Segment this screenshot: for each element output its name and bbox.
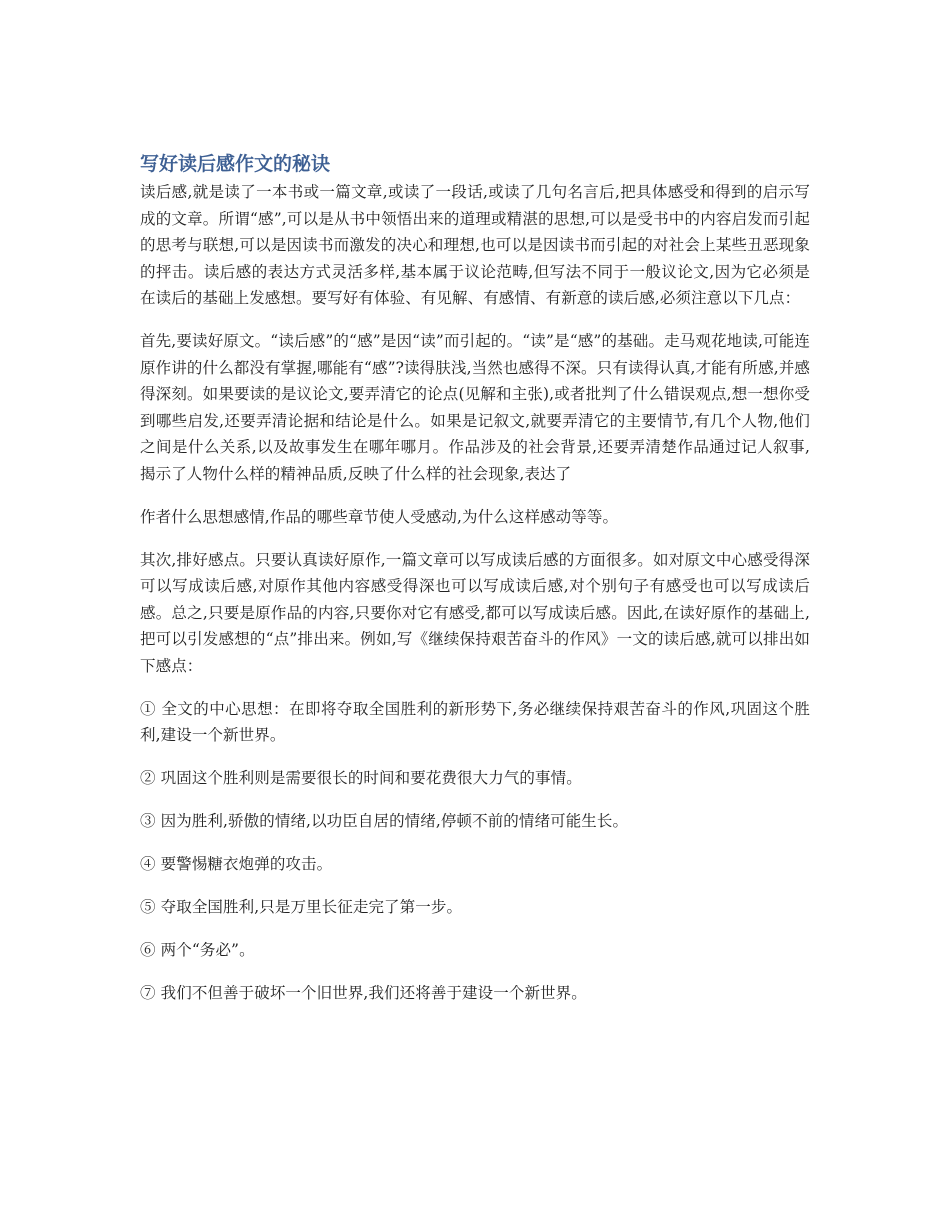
document-page [140,150,810,1023]
intro-paragraph: 读后感,就是读了一本书或一篇文章,或读了一段话,或读了几句名言后,把具体感受和得到的启示写成的文章。所谓“感”,可以是从书中领悟出来的道理或精湛的思想,可以是受书中的内容启发而引起的思考与联想,可以是因读书而激发的决心和理想,也可以是因读书而引起的对社会上某些丑恶现象的抨击。读后感的表达方式灵活多样,基本属于议论范畴,但写法不同于一般议论文,因为它必须是在读后的基础上发感想。要写好有体验、有见解、有感情、有新意的读后感,必须注意以下几点： [140,183,810,307]
list-item: ② 巩固这个胜利则是需要很长的时间和要花费很大力气的事情。 [140,769,582,787]
arrange-points-paragraph: 其次,排好感点。只要认真读好原作,一篇文章可以写成读后感的方面很多。如对原文中心感受得深可以写成读后感,对原作其他内容感受得深也可以写成读后感,对个别句子有感受也可以写成读后感。总之,只要是原作品的内容,只要你对它有感受,都可以写成读后感。因此,在读好原作的基础上,把可以引发感想的“点”排出来。例如,写《继续保持艰苦奋斗的作风》一文的读后感,就可以排出如下感点： [140,550,810,675]
document-title: 写好读后感作文的秘诀 [140,153,331,175]
list-item: ③ 因为胜利,骄傲的情绪,以功臣自居的情绪,停顿不前的情绪可能生长。 [140,812,629,830]
list-item: ⑥ 两个“务必”。 [140,941,255,959]
list-item: ④ 要警惕糖衣炮弹的攻击。 [140,855,333,873]
read-original-paragraph: 首先,要读好原文。“读后感”的“感”是因“读”而引起的。“读”是“感”的基础。走马观花地读,可能连原作讲的什么都没有掌握,哪能有“感”?读得肤浅,当然也感得不深。只有读得认真,才能有所感,并感得深刻。如果要读的是议论文,要弄清它的论点(见解和主张),或者批判了什么错误观点,想一想你受到哪些启发,还要弄清论据和结论是什么。如果是记叙文,就要弄清它的主要情节,有几个人物,他们之间是什么关系,以及故事发生在哪年哪月。作品涉及的社会背景,还要弄清楚作品通过记人叙事,揭示了人物什么样的精神品质,反映了什么样的社会现象,表达了 [140,332,810,483]
list-item: ⑦ 我们不但善于破坏一个旧世界,我们还将善于建设一个新世界。 [140,984,587,1002]
list-item: ① 全文的中心思想：在即将夺取全国胜利的新形势下,务必继续保持艰苦奋斗的作风,巩固这个胜利,建设一个新世界。 [140,699,810,744]
author-feelings-paragraph: 作者什么思想感情,作品的哪些章节使人受感动,为什么这样感动等等。 [140,507,619,526]
list-item: ⑤ 夺取全国胜利,只是万里长征走完了第一步。 [140,898,463,916]
